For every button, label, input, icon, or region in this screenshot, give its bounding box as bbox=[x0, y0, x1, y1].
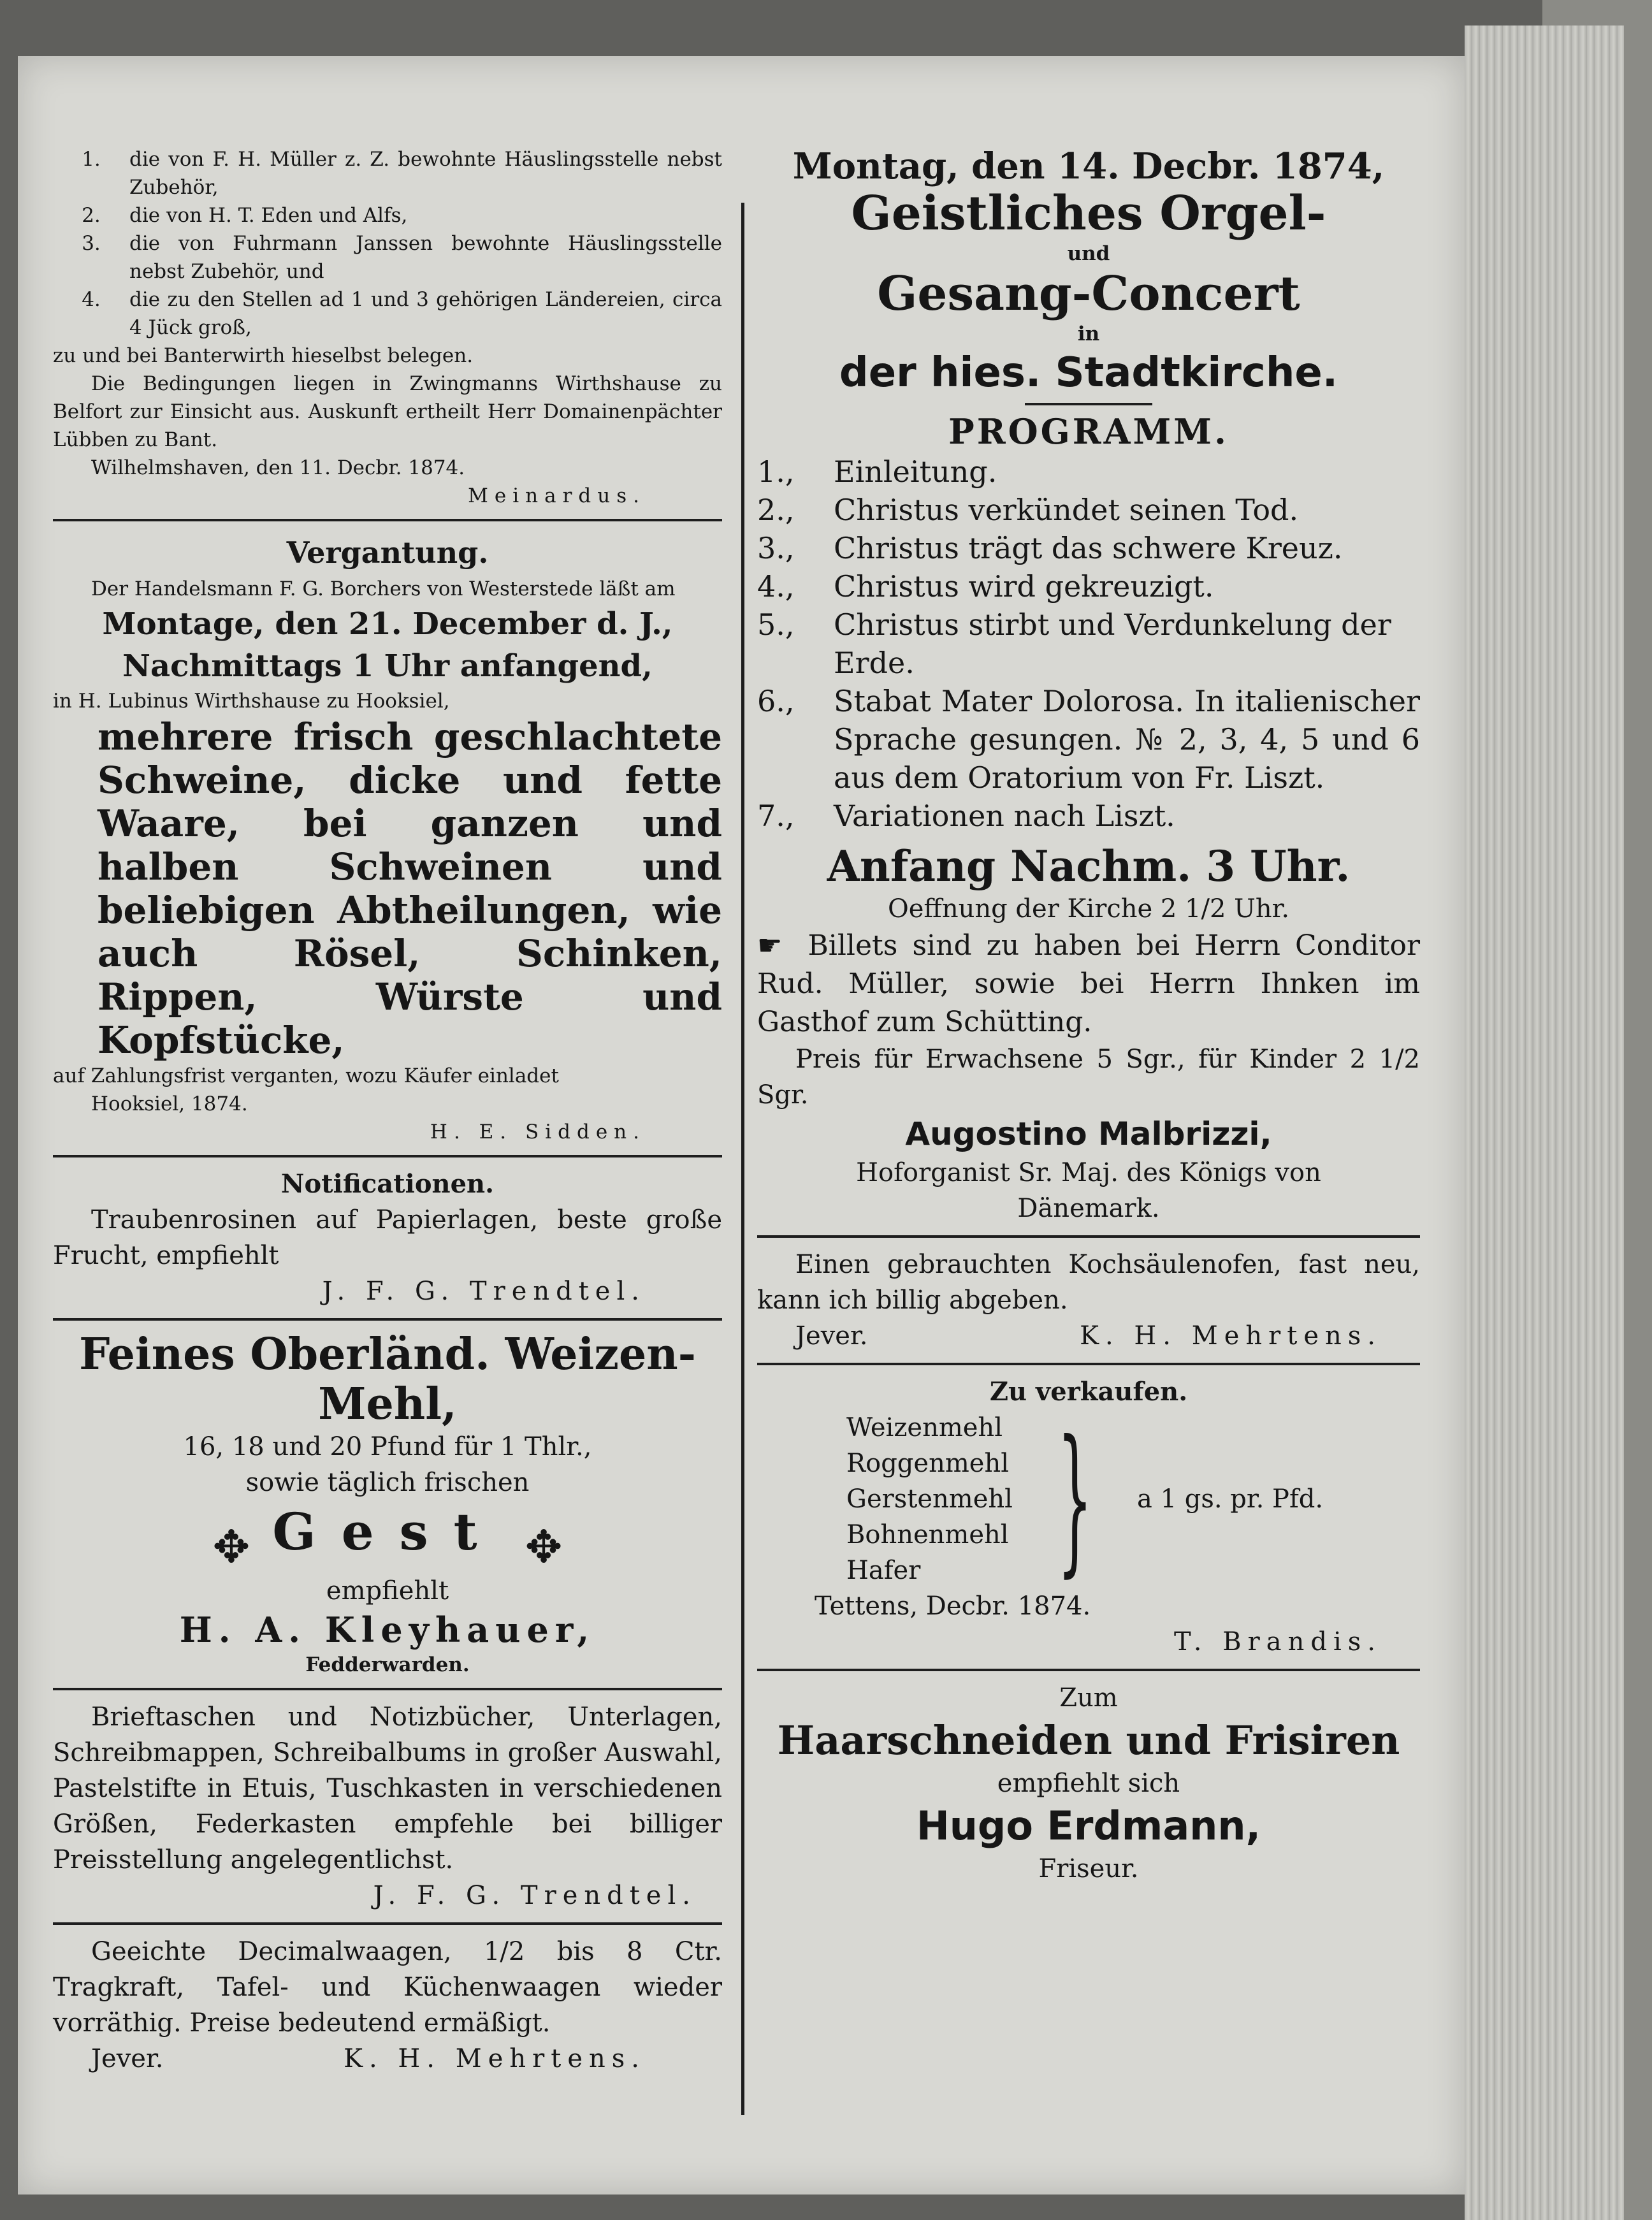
business-name: Hugo Erdmann, bbox=[916, 1803, 1261, 1849]
concert-venue: der hies. Stadtkirche. bbox=[839, 349, 1338, 396]
notice-text: empfiehlt bbox=[326, 1576, 449, 1606]
list-item: Gerstenmehl bbox=[846, 1484, 1013, 1514]
notice-text: Brieftaschen und Notizbücher, Unterlagen, Schreibmappen, Schreibalbums in großer Auswahl, Pastelstifte in Etuis, Tuschkasten in verschiedenen Größen, Federkasten empfehle bei billiger Preisstellung angelegentlichst. bbox=[53, 1702, 722, 1875]
notice-text: sowie täglich frischen bbox=[245, 1468, 530, 1497]
list-item: 4., Christus wird gekreuzigt. bbox=[757, 569, 1214, 604]
doors-time: Oeffnung der Kirche 2 1/2 Uhr. bbox=[887, 894, 1290, 924]
auction-time: Nachmittags 1 Uhr anfangend, bbox=[122, 648, 653, 684]
start-time: Anfang Nachm. 3 Uhr. bbox=[827, 841, 1351, 891]
pointing-hand-icon: ☛ bbox=[757, 929, 783, 962]
list-item: Bohnenmehl bbox=[846, 1520, 1009, 1549]
program-list bbox=[757, 453, 1420, 835]
notice-text: Zum bbox=[1059, 1683, 1118, 1713]
list-tail: zu und bei Banterwirth hieselbst belegen. bbox=[53, 344, 474, 367]
notice-text: Der Handelsmann F. G. Borchers von Westerstede läßt am bbox=[91, 577, 676, 600]
signature-line: Jever. K. H. Mehrtens. bbox=[91, 2043, 646, 2073]
divider bbox=[53, 1922, 722, 1925]
signature: H. A. Kleyhauer, bbox=[179, 1609, 596, 1650]
hairdresser-notice bbox=[757, 1680, 1420, 1887]
list-item: 2. die von H. T. Eden und Alfs, bbox=[82, 204, 408, 227]
list-item: 7., Variationen nach Liszt. bbox=[757, 799, 1175, 833]
notice-text: Einen gebrauchten Kochsäulenofen, fast neu, kann ich billig abgeben. bbox=[757, 1250, 1420, 1315]
divider bbox=[757, 1235, 1420, 1238]
list-item: 5., Christus stirbt und Verdunkelung der Erde. bbox=[757, 607, 1391, 680]
organist-title: Hoforganist Sr. Maj. des Königs von Dänemark. bbox=[856, 1158, 1321, 1223]
notificationen-notice bbox=[53, 1166, 722, 1309]
auction-date: Montage, den 21. December d. J., bbox=[102, 606, 673, 642]
divider bbox=[757, 1363, 1420, 1365]
list-item: Weizenmehl bbox=[846, 1413, 1003, 1442]
concert-notice bbox=[757, 145, 1420, 1226]
program-heading: PROGRAMM. bbox=[948, 411, 1229, 452]
left-column bbox=[53, 145, 722, 2077]
place-date: Tettens, Decbr. 1874. bbox=[815, 1592, 1091, 1621]
place-date: Hooksiel, 1874. bbox=[91, 1092, 248, 1115]
connector-word: in bbox=[1077, 323, 1100, 345]
list-item: 1. die von F. H. Müller z. Z. bewohnte Häuslingsstelle nebst Zubehör, bbox=[82, 148, 722, 199]
list-item: 6., Stabat Mater Dolorosa. In italienischer Sprache gesungen. № 2, 3, 4, 5 und 6 aus dem Oratorium von Fr. Liszt. bbox=[757, 684, 1420, 795]
place-date: Wilhelmshaven, den 11. Decbr. 1874. bbox=[91, 456, 465, 479]
signature-line: Jever. K. H. Mehrtens. bbox=[795, 1321, 1382, 1351]
stove-notice bbox=[757, 1247, 1420, 1354]
divider bbox=[53, 519, 722, 521]
auction-terms: auf Zahlungsfrist verganten, wozu Käufer einladet bbox=[53, 1064, 559, 1087]
list-item: 4. die zu den Stellen ad 1 und 3 gehörigen Ländereien, circa 4 Jück groß, bbox=[82, 288, 722, 339]
column-divider bbox=[741, 203, 744, 2115]
flour-price: a 1 gs. pr. Pfd. bbox=[1137, 1484, 1324, 1514]
list-item: 2., Christus verkündet seinen Tod. bbox=[757, 493, 1299, 527]
scales-notice bbox=[53, 1934, 722, 2077]
auction-goods: mehrere frisch geschlachtete Schweine, dicke und fette Waare, bei ganzen und halben Schweinen und beliebigen Abtheilungen, wie auch Rösel, Schinken, Rippen, Würste und Kopfstücke, bbox=[98, 715, 722, 1062]
divider bbox=[53, 1155, 722, 1157]
right-column bbox=[757, 145, 1420, 1887]
tickets-text: ☛ Billets sind zu haben bei Herrn Conditor Rud. Müller, sowie bei Herrn Ihnken im Gasthof zum Schütting. bbox=[757, 927, 1420, 1041]
divider bbox=[757, 1669, 1420, 1671]
concert-date: Montag, den 14. Decbr. 1874, bbox=[792, 145, 1385, 187]
section-title: Notificationen. bbox=[280, 1169, 495, 1199]
conditions-text: Die Bedingungen liegen in Zwingmanns Wirthshause zu Belfort zur Einsicht aus. Auskunft ertheilt Herr Domainenpächter Lübben zu Bant. bbox=[53, 372, 722, 451]
vergantung-notice bbox=[53, 530, 722, 1146]
connector-word: und bbox=[1067, 242, 1110, 265]
signature: Meinardus. bbox=[468, 484, 646, 507]
brace-mark: } bbox=[1057, 1406, 1093, 1592]
newspaper-page bbox=[18, 56, 1465, 2195]
headline: Haarschneiden und Frisiren bbox=[777, 1717, 1400, 1764]
divider bbox=[53, 1318, 722, 1321]
stationery-notice bbox=[53, 1699, 722, 1913]
list-item: 3., Christus trägt das schwere Kreuz. bbox=[757, 531, 1343, 565]
list-item: Roggenmehl bbox=[846, 1449, 1009, 1478]
flour-list bbox=[846, 1406, 1420, 1592]
list-item: 1., Einleitung. bbox=[757, 454, 997, 489]
notice-text: Traubenrosinen auf Papierlagen, beste große Frucht, empfiehlt bbox=[53, 1205, 722, 1270]
ornament-icon: ✥ bbox=[525, 1520, 563, 1573]
business-role: Friseur. bbox=[1038, 1854, 1139, 1883]
headline: Feines Oberländ. Weizen-Mehl, bbox=[79, 1329, 696, 1430]
mehl-notice bbox=[53, 1330, 722, 1679]
price-line: 16, 18 und 20 Pfund für 1 Thlr., bbox=[183, 1432, 592, 1462]
gest-word: Gest bbox=[272, 1502, 503, 1562]
signature: H. E. Sidden. bbox=[430, 1121, 646, 1143]
signature: J. F. G. Trendtel. bbox=[373, 1880, 697, 1910]
section-title: Vergantung. bbox=[286, 535, 489, 570]
list-item: Hafer bbox=[846, 1556, 921, 1585]
organist-name: Augostino Malbrizzi, bbox=[905, 1115, 1272, 1152]
book-page-edges bbox=[1465, 25, 1624, 2220]
notice-text: empfiehlt sich bbox=[997, 1769, 1180, 1798]
auction-place: in H. Lubinus Wirthshause zu Hooksiel, bbox=[53, 690, 450, 713]
section-title: Zu verkaufen. bbox=[989, 1377, 1188, 1407]
flour-sale-notice bbox=[757, 1374, 1420, 1660]
divider bbox=[1025, 403, 1152, 405]
divider bbox=[53, 1688, 722, 1690]
signature-place: Fedderwarden. bbox=[305, 1653, 470, 1676]
notice-text: Geeichte Decimalwaagen, 1/2 bis 8 Ctr. Tragkraft, Tafel- und Küchenwaagen wieder vorräthig. Preise bedeutend ermäßigt. bbox=[53, 1936, 722, 2038]
signature: T. Brandis. bbox=[1174, 1627, 1382, 1657]
sale-notice bbox=[53, 145, 722, 510]
signature: J. F. G. Trendtel. bbox=[322, 1277, 646, 1306]
concert-title: Geistliches Orgel- bbox=[851, 186, 1326, 241]
concert-title: Gesang-Concert bbox=[877, 266, 1300, 321]
gest-line bbox=[53, 1502, 722, 1573]
price-text: Preis für Erwachsene 5 Sgr., für Kinder 2 1/2 Sgr. bbox=[757, 1045, 1420, 1110]
list-item: 3. die von Fuhrmann Janssen bewohnte Häuslingsstelle nebst Zubehör, und bbox=[82, 232, 722, 283]
ornament-icon: ✥ bbox=[212, 1520, 250, 1573]
